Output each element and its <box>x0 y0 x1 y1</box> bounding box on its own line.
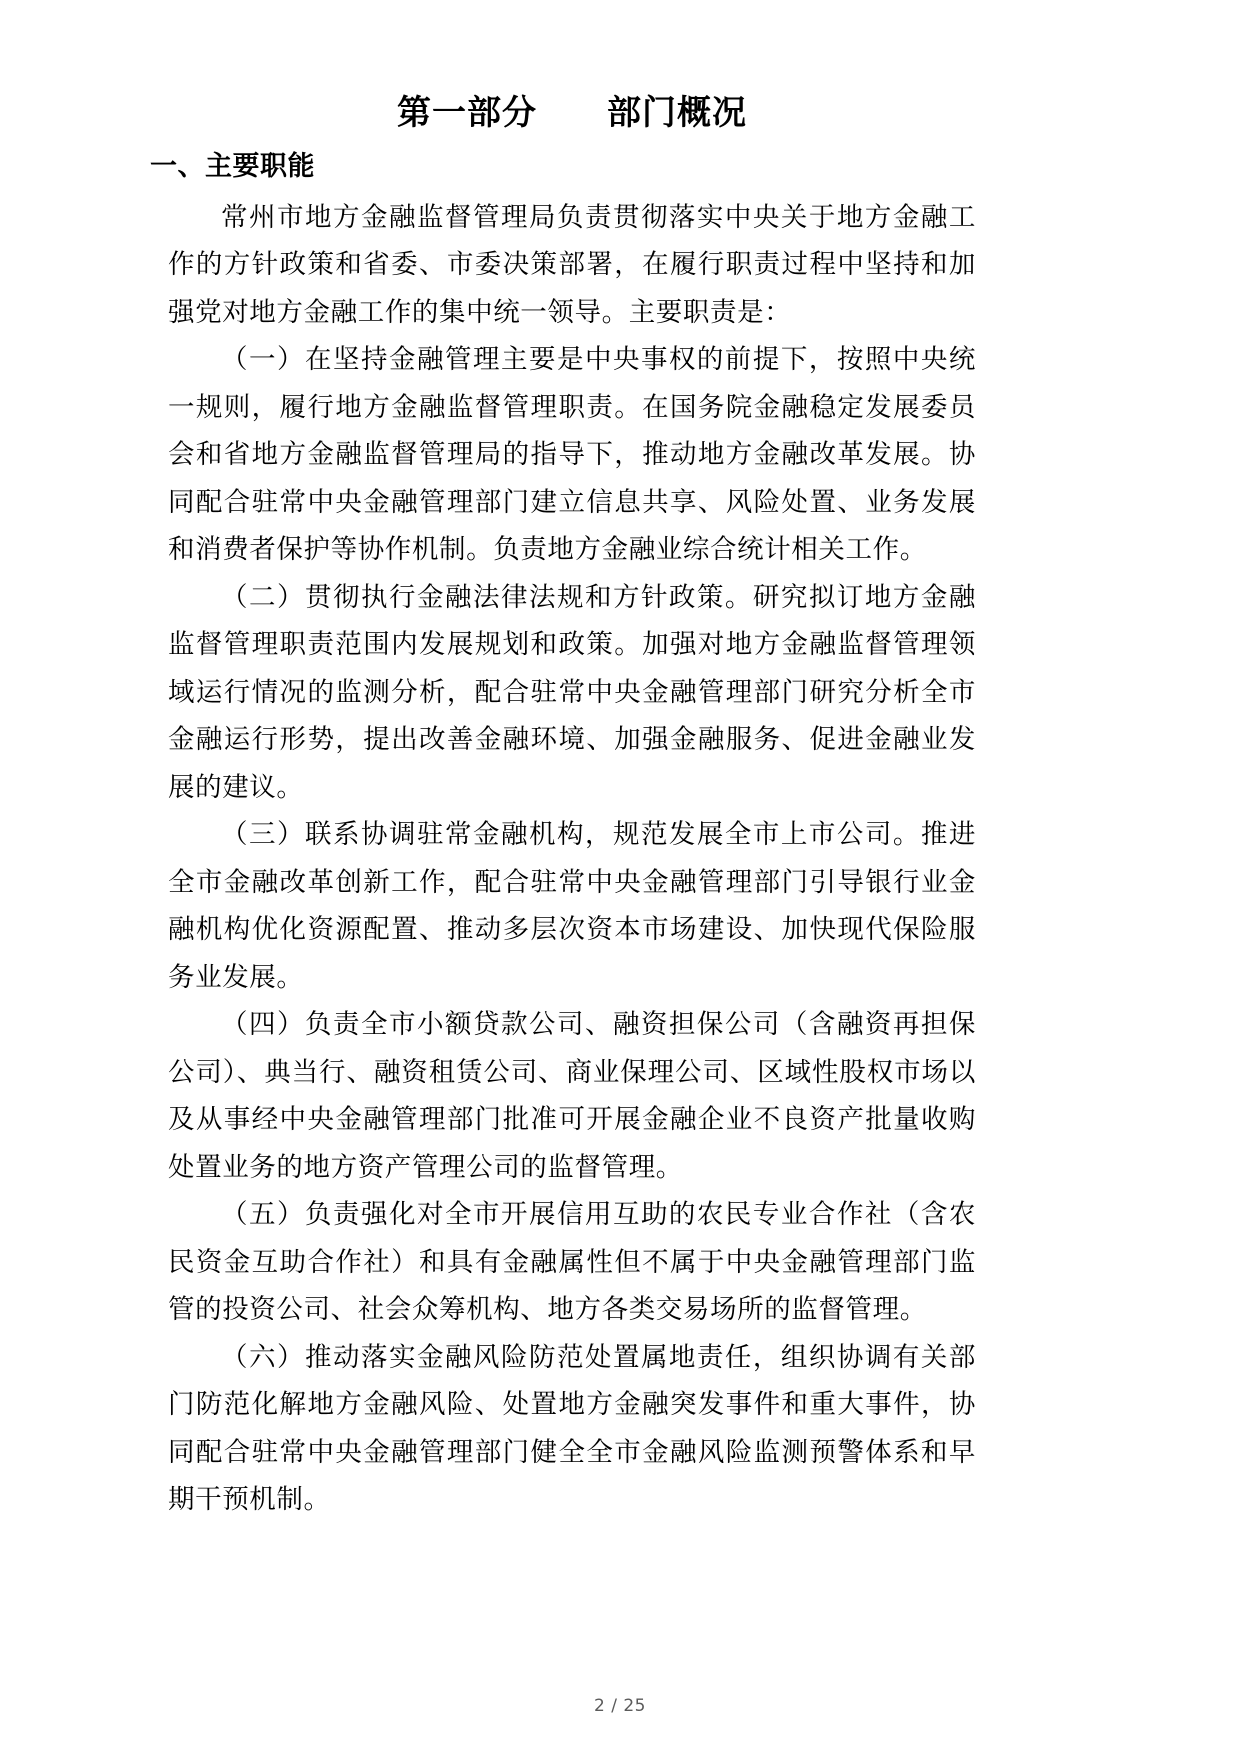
body-text-block <box>168 184 976 1524</box>
paragraph-intro: 常州市地方金融监督管理局负责贯彻落实中央关于地方金融工作的方针政策和省委、市委决策部署，在履行职责过程中坚持和加强党对地方金融工作的集中统一领导。主要职责是： <box>168 201 976 328</box>
section-heading-main-duties: 一、主要职能 <box>150 150 315 182</box>
paragraph-item-3: （三）联系协调驻常金融机构，规范发展全市上市公司。推进全市金融改革创新工作，配合驻常中央金融管理部门引导银行业金融机构优化资源配置、推动多层次资本市场建设、加快现代保险服务业发展。 <box>168 819 976 993</box>
paragraph-item-2: （二）贯彻执行金融法律法规和方针政策。研究拟订地方金融监督管理职责范围内发展规划和政策。加强对地方金融监督管理领域运行情况的监测分析，配合驻常中央金融管理部门研究分析全市金融运行形势，提出改善金融环境、加强金融服务、促进金融业发展的建议。 <box>168 581 976 803</box>
page-number-footer: 2 / 25 <box>594 1696 646 1716</box>
paragraph-item-5: （五）负责强化对全市开展信用互助的农民专业合作社（含农民资金互助合作社）和具有金融属性但不属于中央金融管理部门监管的投资公司、社会众筹机构、地方各类交易场所的监督管理。 <box>168 1199 976 1326</box>
paragraph-item-4: （四）负责全市小额贷款公司、融资担保公司（含融资再担保公司）、典当行、融资租赁公司、商业保理公司、区域性股权市场以及从事经中央金融管理部门批准可开展金融企业不良资产批量收购处置业务的地方资产管理公司的监督管理。 <box>168 1009 976 1183</box>
paragraph-item-1: （一）在坚持金融管理主要是中央事权的前提下，按照中央统一规则，履行地方金融监督管理职责。在国务院金融稳定发展委员会和省地方金融监督管理局的指导下，推动地方金融改革发展。协同配合驻常中央金融管理部门建立信息共享、风险处置、业务发展和消费者保护等协作机制。负责地方金融业综合统计相关工作。 <box>168 344 976 566</box>
page-content <box>150 0 976 1524</box>
paragraph-item-6: （六）推动落实金融风险防范处置属地责任，组织协调有关部门防范化解地方金融风险、处置地方金融突发事件和重大事件，协同配合驻常中央金融管理部门健全全市金融风险监测预警体系和早期干预机制。 <box>168 1341 976 1516</box>
page-title: 第一部分 部门概况 <box>397 93 747 133</box>
